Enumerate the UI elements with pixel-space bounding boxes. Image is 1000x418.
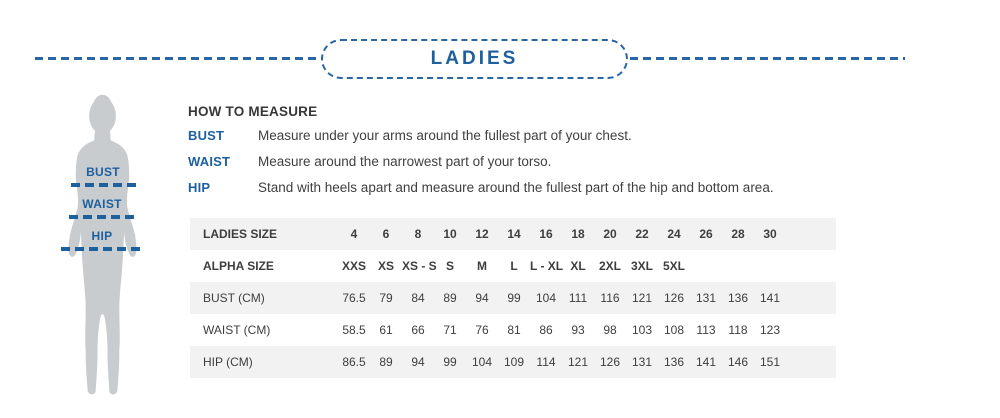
size-cell: 3XL (630, 259, 653, 273)
size-cell: 6 (382, 227, 390, 241)
table-row (190, 218, 836, 250)
measure-description: Measure around the narrowest part of your torso. (258, 154, 552, 169)
size-table-section (190, 218, 836, 378)
size-cell: 10 (443, 227, 457, 241)
size-cell: 24 (667, 227, 681, 241)
size-cell: 111 (568, 291, 588, 305)
size-cell: 4 (350, 227, 358, 241)
ladies-size-table (190, 218, 836, 378)
header-dashed-rule-right (630, 57, 905, 60)
size-cell: 2XL (598, 259, 621, 273)
size-cell: 81 (507, 323, 521, 337)
size-cell: 141 (759, 291, 781, 305)
figure-bust-label: BUST (86, 165, 120, 179)
size-cell: XS (377, 259, 394, 273)
how-to-measure-heading: HOW TO MEASURE (188, 104, 318, 119)
size-cell: 104 (535, 291, 557, 305)
size-cell: M (477, 259, 487, 273)
size-cell: 99 (507, 291, 521, 305)
size-cell: 79 (379, 291, 393, 305)
measure-term: HIP (188, 180, 211, 195)
row-spacer-cell (786, 314, 836, 346)
header-dashed-rule-left (35, 57, 322, 60)
size-cell: 123 (759, 323, 781, 337)
size-cell: 20 (603, 227, 617, 241)
size-cell: 84 (411, 291, 425, 305)
size-cell: XL (570, 259, 586, 273)
size-cell: 151 (759, 355, 781, 369)
size-cell: 76.5 (342, 291, 366, 305)
size-cell: 99 (443, 355, 457, 369)
size-cell: 18 (571, 227, 585, 241)
row-label: LADIES SIZE (203, 227, 278, 241)
size-cell: 76 (475, 323, 489, 337)
measure-term: WAIST (188, 154, 231, 169)
table-row (190, 282, 836, 314)
size-cell (722, 250, 754, 282)
size-cell: S (445, 259, 454, 273)
size-cell: L - XL (530, 259, 564, 273)
size-cell: 71 (443, 323, 457, 337)
size-cell: 141 (695, 355, 717, 369)
size-cell: 58.5 (342, 323, 366, 337)
size-cell: 131 (631, 355, 653, 369)
size-cell: 16 (539, 227, 553, 241)
size-cell: 94 (411, 355, 425, 369)
measure-description: Measure under your arms around the fullest part of your chest. (258, 128, 632, 143)
size-cell: 146 (727, 355, 749, 369)
table-row (190, 346, 836, 378)
row-label: WAIST (CM) (203, 323, 271, 337)
size-cell: 116 (600, 291, 620, 305)
size-cell: 30 (763, 227, 777, 241)
size-table-body (190, 218, 836, 378)
size-cell: 136 (727, 291, 749, 305)
size-cell: 89 (379, 355, 393, 369)
page-title: LADIES (430, 48, 519, 69)
size-cell: 86.5 (342, 355, 366, 369)
size-cell: 126 (599, 355, 621, 369)
size-cell: 14 (507, 227, 521, 241)
size-cell: 89 (443, 291, 457, 305)
row-label: ALPHA SIZE (203, 259, 274, 273)
measure-item-waist (188, 154, 888, 169)
size-cell: 109 (503, 355, 525, 369)
size-cell: 98 (603, 323, 617, 337)
size-cell (690, 250, 722, 282)
figure-hip-label: HIP (91, 229, 113, 243)
size-cell: XXS (341, 259, 366, 273)
table-row (190, 250, 836, 282)
size-cell (754, 250, 786, 282)
size-cell: 104 (471, 355, 493, 369)
size-cell: 93 (571, 323, 585, 337)
measure-term: BUST (188, 128, 225, 143)
size-cell: 12 (475, 227, 489, 241)
size-cell: 108 (663, 323, 685, 337)
size-cell: 5XL (662, 259, 685, 273)
size-cell: 113 (696, 323, 716, 337)
row-label: BUST (CM) (203, 291, 265, 305)
size-cell: 121 (567, 355, 589, 369)
row-spacer-cell (786, 250, 836, 282)
size-cell: 103 (631, 323, 653, 337)
figure-hip-line (61, 247, 144, 251)
size-cell: 94 (475, 291, 489, 305)
size-cell: 114 (536, 355, 556, 369)
size-cell: 131 (695, 291, 717, 305)
table-row (190, 314, 836, 346)
row-spacer-cell (786, 218, 836, 250)
size-cell: 22 (635, 227, 649, 241)
size-cell: L (510, 259, 518, 273)
size-cell: 61 (379, 323, 393, 337)
how-to-measure-section (188, 104, 888, 206)
size-cell: 121 (631, 291, 653, 305)
figure-waist-label: WAIST (82, 197, 122, 211)
figure-bust-line (71, 183, 136, 187)
measure-item-bust (188, 128, 888, 143)
measure-description: Stand with heels apart and measure around the fullest part of the hip and bottom area. (258, 180, 774, 195)
size-cell: 126 (663, 291, 685, 305)
row-spacer-cell (786, 282, 836, 314)
header-pill (321, 39, 628, 79)
size-cell: 86 (539, 323, 553, 337)
size-cell: XS - S (402, 259, 437, 273)
row-label: HIP (CM) (203, 355, 253, 369)
size-cell: 26 (699, 227, 713, 241)
size-cell: 8 (414, 227, 422, 241)
size-cell: 136 (663, 355, 685, 369)
measure-item-hip (188, 180, 888, 195)
figure-waist-line (69, 215, 136, 219)
size-cell: 66 (411, 323, 425, 337)
size-cell: 28 (731, 227, 745, 241)
row-spacer-cell (786, 346, 836, 378)
size-cell: 118 (728, 323, 748, 337)
